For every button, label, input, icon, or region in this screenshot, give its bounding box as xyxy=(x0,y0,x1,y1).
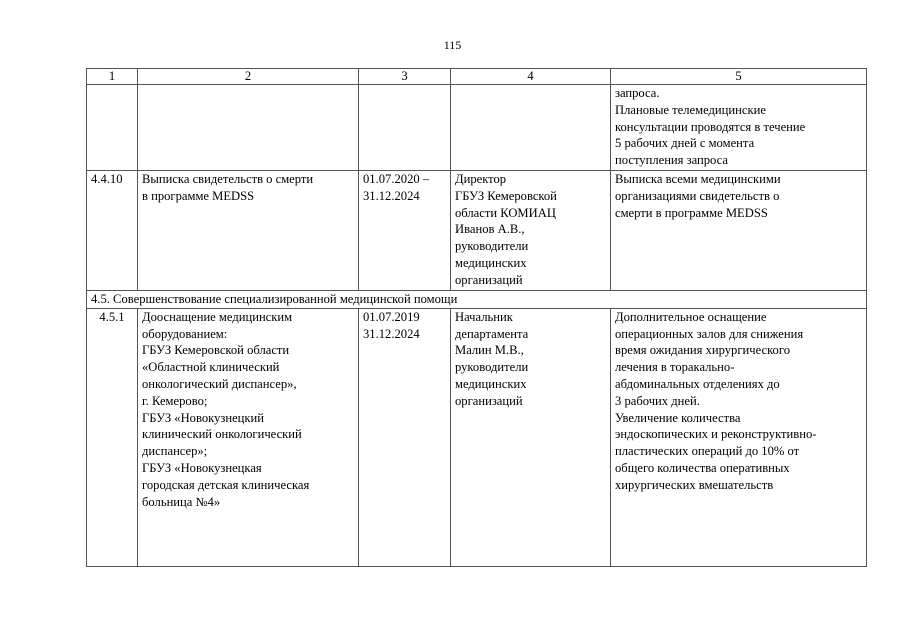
responsible-cell xyxy=(451,308,611,566)
measure-name-line: Дооснащение медицинским xyxy=(142,309,293,324)
responsible-line: руководители xyxy=(455,360,529,375)
table-header-row xyxy=(87,69,867,85)
responsible-line: руководители xyxy=(455,239,529,254)
measure-name-line: в программе MEDSS xyxy=(142,188,255,203)
measure-name-line: ГБУЗ «Новокузнецкая xyxy=(142,460,262,475)
measure-name-line: Выписка свидетельств о смерти xyxy=(142,172,314,186)
page-number: 115 xyxy=(443,38,462,52)
responsible-line: департамента xyxy=(455,326,529,341)
date-cell xyxy=(359,171,451,291)
responsible-line: Малин М.В., xyxy=(455,343,524,358)
header-cell-4: 4 xyxy=(451,69,611,85)
result-line: организациями свидетельств о xyxy=(615,188,780,203)
result-line: операционных залов для снижения xyxy=(615,326,804,341)
result-line: эндоскопических и реконструктивно- xyxy=(615,427,817,442)
responsible-line: Иванов А.В., xyxy=(455,222,525,237)
result-line: общего количества оперативных xyxy=(615,460,790,475)
measure-name-cell xyxy=(138,171,359,291)
result-line: хирургических вмешательств xyxy=(615,477,774,492)
responsible-cell xyxy=(451,171,611,291)
measure-name-cell xyxy=(138,308,359,566)
cont-cell-3 xyxy=(359,85,451,171)
measure-name-line: клинический онкологический xyxy=(142,427,302,442)
measure-name-line: ГБУЗ Кемеровской области xyxy=(142,343,290,358)
header-cell-5: 5 xyxy=(611,69,867,85)
responsible-line: Начальник xyxy=(455,309,513,324)
section-title: 4.5. Совершенствование специализированной медицинской помощи xyxy=(87,291,867,309)
responsible-line: Директор xyxy=(455,172,507,186)
date-line: 31.12.2024 xyxy=(363,188,420,203)
cont-result-line: запроса. xyxy=(615,86,660,100)
header-cell-1: 1 xyxy=(87,69,138,85)
row-number: 4.4.10 xyxy=(87,171,138,291)
responsible-line: организаций xyxy=(455,393,523,408)
header-cell-2: 2 xyxy=(138,69,359,85)
result-cell xyxy=(611,171,867,291)
date-line: 01.07.2019 xyxy=(363,309,420,324)
date-line: 01.07.2020 – xyxy=(363,172,430,186)
plan-table xyxy=(86,68,867,567)
cont-result-line: Плановые телемедицинские xyxy=(615,102,766,117)
result-line: Увеличение количества xyxy=(615,410,741,425)
responsible-line: ГБУЗ Кемеровской xyxy=(455,188,557,203)
result-line: абдоминальных отделениях до xyxy=(615,376,780,391)
result-line: 3 рабочих дней. xyxy=(615,393,700,408)
continuation-row xyxy=(87,85,867,171)
cont-cell-2 xyxy=(138,85,359,171)
row-number: 4.5.1 xyxy=(87,308,138,566)
section-row-4-5 xyxy=(87,291,867,309)
measure-name-line: оборудованием: xyxy=(142,326,228,341)
date-cell xyxy=(359,308,451,566)
responsible-line: медицинских xyxy=(455,376,527,391)
measure-name-line: диспансер»; xyxy=(142,444,208,459)
result-line: Дополнительное оснащение xyxy=(615,309,767,324)
table-row-4-4-10 xyxy=(87,171,867,291)
result-line: время ожидания хирургического xyxy=(615,343,791,358)
result-line: пластических операций до 10% от xyxy=(615,444,800,459)
result-line: Выписка всеми медицинскими xyxy=(615,172,781,186)
result-cell xyxy=(611,308,867,566)
cont-cell-1 xyxy=(87,85,138,171)
responsible-line: организаций xyxy=(455,272,523,287)
table-row-4-5-1 xyxy=(87,308,867,566)
responsible-line: медицинских xyxy=(455,255,527,270)
measure-name-line: городская детская клиническая xyxy=(142,477,310,492)
header-cell-3: 3 xyxy=(359,69,451,85)
cont-result-line: поступления запроса xyxy=(615,153,728,168)
cont-cell-4 xyxy=(451,85,611,171)
cont-result-line: 5 рабочих дней с момента xyxy=(615,136,755,151)
measure-name-line: больница №4» xyxy=(142,494,221,509)
responsible-line: области КОМИАЦ xyxy=(455,205,556,220)
measure-name-line: ГБУЗ «Новокузнецкий xyxy=(142,410,265,425)
cont-result-cell xyxy=(611,85,867,171)
result-line: лечения в торакально- xyxy=(615,360,735,375)
result-line: смерти в программе MEDSS xyxy=(615,205,768,220)
date-line: 31.12.2024 xyxy=(363,326,420,341)
measure-name-line: онкологический диспансер», xyxy=(142,376,297,391)
measure-name-line: «Областной клинический xyxy=(142,360,280,375)
measure-name-line: г. Кемерово; xyxy=(142,393,208,408)
cont-result-line: консультации проводятся в течение xyxy=(615,119,806,134)
